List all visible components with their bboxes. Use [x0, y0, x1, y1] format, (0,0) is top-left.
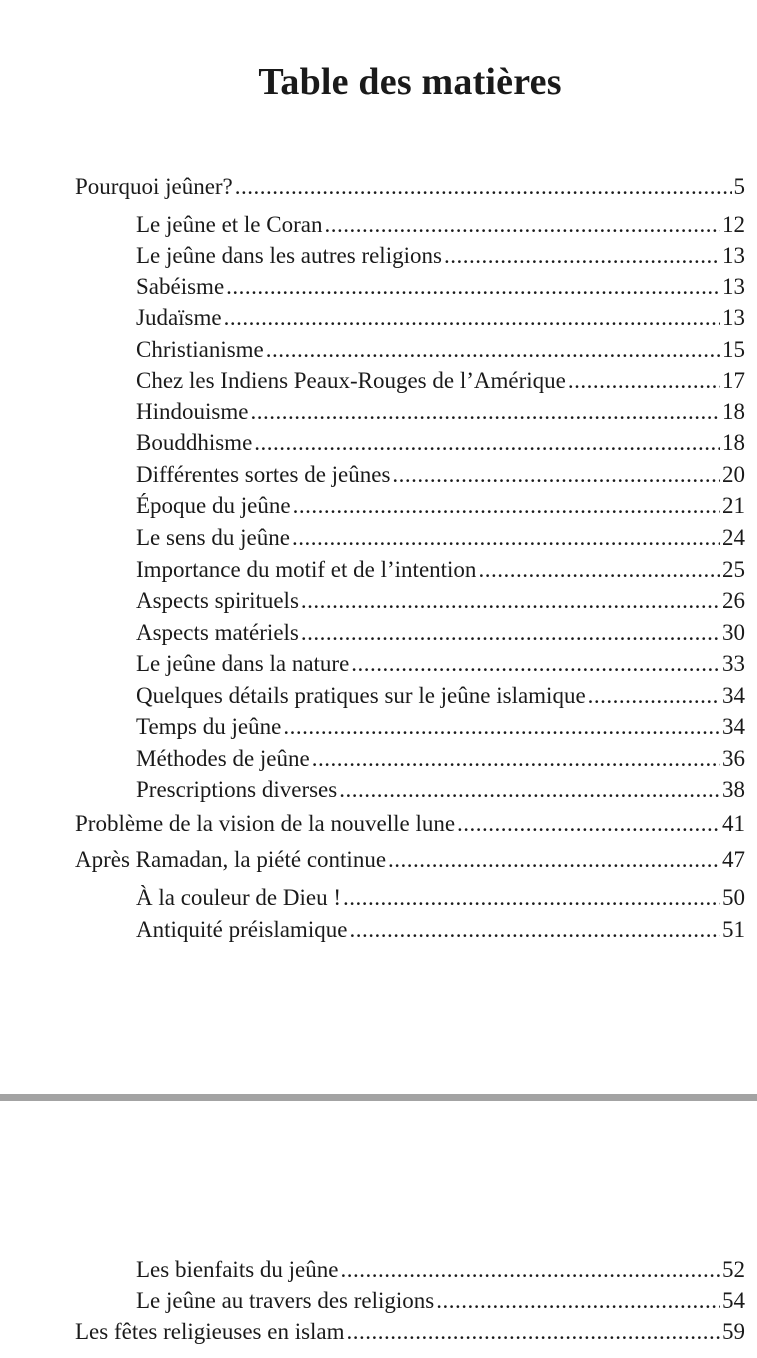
toc-entry-title: Le jeûne et le Coran [136, 212, 323, 237]
toc-entry [0, 1255, 745, 1285]
toc-entry-page: 33 [722, 651, 745, 676]
toc-leader-dots [339, 775, 720, 805]
toc-entry [0, 523, 745, 553]
toc-leader-dots [224, 303, 720, 333]
toc-leader-dots [312, 744, 720, 774]
toc-entry-title: Judaïsme [136, 305, 222, 330]
toc-entry-title: Problème de la vision de la nouvelle lune [75, 811, 456, 836]
toc-entry-title: Prescriptions diverses [136, 777, 338, 802]
toc-entry [0, 744, 745, 774]
toc-entry-title: Sabéisme [136, 274, 225, 299]
toc-entry [0, 1317, 745, 1347]
toc-leader-dots [226, 272, 720, 302]
toc-entry [0, 681, 745, 711]
toc-entry-title: Le jeûne dans les autres religions [136, 243, 442, 268]
toc-entry-page: 15 [722, 337, 745, 362]
toc-leader-dots [301, 618, 720, 648]
toc-entry-page: 34 [722, 714, 745, 739]
toc-entry-page: 30 [722, 620, 745, 645]
toc-entry [0, 272, 745, 302]
toc-entry [0, 491, 745, 521]
toc-entry-title: Temps du jeûne [136, 714, 282, 739]
toc-leader-dots [340, 1255, 720, 1285]
toc-entry-page: 25 [722, 557, 745, 582]
toc-leader-dots [266, 335, 720, 365]
toc-entry-page: 59 [722, 1319, 745, 1344]
toc-entry-page: 21 [722, 493, 745, 518]
toc-entry-title: À la couleur de Dieu ! [136, 885, 342, 910]
toc-entry-page: 34 [722, 683, 745, 708]
toc-leader-dots [301, 586, 720, 616]
toc-entry [0, 210, 745, 240]
toc-entry [0, 809, 745, 839]
toc-entry [0, 775, 745, 805]
toc-entry-page: 24 [722, 525, 745, 550]
toc-entry-page: 17 [722, 368, 745, 393]
toc-entry-title: Le jeûne dans la nature [136, 651, 350, 676]
toc-entry-title: Le jeûne au travers des religions [136, 1288, 435, 1313]
toc-entry-page: 54 [722, 1288, 745, 1313]
toc-leader-dots [478, 555, 720, 585]
toc-entry-page: 13 [722, 305, 745, 330]
toc-entry-page: 12 [722, 212, 745, 237]
toc-leader-dots [568, 366, 720, 396]
toc-entry-title: Bouddhisme [136, 430, 253, 455]
page-title: Table des matières [258, 61, 562, 103]
toc-entry-title: Chez les Indiens Peaux-Rouges de l’Amérique [136, 368, 566, 393]
toc-leader-dots [292, 523, 720, 553]
toc-entry [0, 335, 745, 365]
toc-entry [0, 649, 745, 679]
toc-entry-page: 38 [722, 777, 745, 802]
toc-entry-page: 41 [722, 811, 745, 836]
toc-entry-page: 50 [722, 885, 745, 910]
toc-entry-title: Hindouisme [136, 399, 249, 424]
toc-entry-title: Époque du jeûne [136, 493, 291, 518]
toc-entry-page: 5 [733, 174, 745, 199]
toc-leader-dots [283, 712, 720, 742]
toc-entry-title: Les bienfaits du jeûne [136, 1257, 339, 1282]
toc-entry [0, 845, 745, 875]
toc-leader-dots [588, 681, 720, 711]
toc-entry [0, 1286, 745, 1316]
toc-entry-title: Antiquité préislamique [136, 917, 348, 942]
toc-entry [0, 366, 745, 396]
toc-entry-title: Méthodes de jeûne [136, 746, 310, 771]
toc-entry-page: 13 [722, 243, 745, 268]
toc-entry-title: Christianisme [136, 337, 264, 362]
toc-entry-page: 51 [722, 917, 745, 942]
toc-entry [0, 460, 745, 490]
toc-leader-dots [347, 1317, 720, 1347]
toc-entry [0, 397, 745, 427]
toc-leader-dots [457, 809, 720, 839]
toc-entry-title: Pourquoi jeûner? [75, 174, 233, 199]
toc-leader-dots [235, 172, 732, 202]
toc-entry [0, 586, 745, 616]
toc-entry-title: Le sens du jeûne [136, 525, 290, 550]
toc-entry-page: 52 [722, 1257, 745, 1282]
toc-leader-dots [250, 397, 720, 427]
toc-entry [0, 428, 745, 458]
toc-entry-page: 47 [722, 847, 745, 872]
toc-entry-page: 13 [722, 274, 745, 299]
toc-entry [0, 915, 745, 945]
toc-entry-title: Différentes sortes de jeûnes [136, 462, 391, 487]
toc-entry [0, 303, 745, 333]
toc-entry-title: Aspects matériels [136, 620, 299, 645]
toc-entry-page: 20 [722, 462, 745, 487]
toc-entry-page: 18 [722, 430, 745, 455]
toc-leader-dots [254, 428, 720, 458]
toc-entry-page: 36 [722, 746, 745, 771]
toc-leader-dots [343, 883, 720, 913]
toc-leader-dots [349, 915, 720, 945]
toc-entry-title: Importance du motif et de l’intention [136, 557, 477, 582]
toc-entry [0, 241, 745, 271]
toc-entry-page: 26 [722, 588, 745, 613]
toc-leader-dots [392, 460, 720, 490]
toc-leader-dots [324, 210, 720, 240]
toc-entry [0, 555, 745, 585]
toc-leader-dots [444, 241, 720, 271]
page-divider [0, 1094, 757, 1101]
toc-entry-title: Après Ramadan, la piété continue [75, 847, 387, 872]
toc-leader-dots [293, 491, 720, 521]
toc-entry-title: Les fêtes religieuses en islam [75, 1319, 345, 1344]
toc-entry [0, 618, 745, 648]
toc-leader-dots [436, 1286, 720, 1316]
toc-leader-dots [388, 845, 720, 875]
toc-entry [0, 172, 745, 202]
toc-entry-page: 18 [722, 399, 745, 424]
toc-leader-dots [351, 649, 720, 679]
toc-entry-title: Aspects spirituels [136, 588, 299, 613]
toc-entry [0, 883, 745, 913]
toc-entry-title: Quelques détails pratiques sur le jeûne islamique [136, 683, 586, 708]
toc-entry [0, 712, 745, 742]
